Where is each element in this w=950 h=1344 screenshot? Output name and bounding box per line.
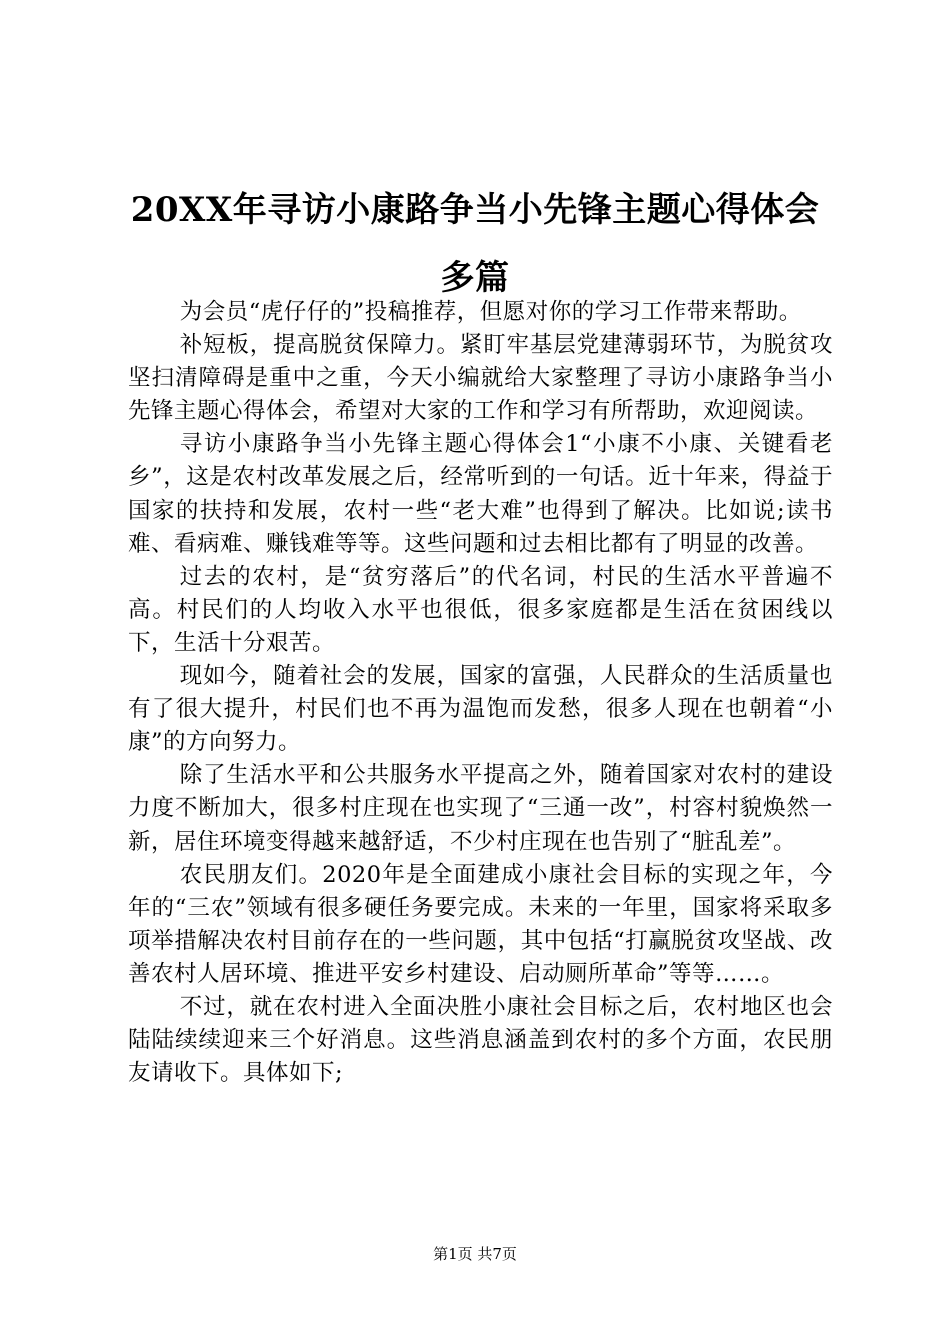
title-line-1: 20XX年寻访小康路争当小先锋主题心得体会	[130, 190, 820, 230]
paragraph: 除了生活水平和公共服务水平提高之外，随着国家对农村的建设力度不断加大，很多村庄现在也实现了“三通一改”，村容村貌焕然一新，居住环境变得越来越舒适，不少村庄现在也告别了“脏乱差”。	[128, 762, 833, 855]
document-body	[128, 296, 833, 1090]
document-title	[100, 176, 850, 312]
paragraph: 不过，就在农村进入全面决胜小康社会目标之后，农村地区也会陆陆续续迎来三个好消息。这些消息涵盖到农村的多个方面，农民朋友请收下。具体如下;	[128, 993, 833, 1087]
page-indicator: 第1页 共7页	[433, 1245, 517, 1263]
paragraph: 农民朋友们。2020年是全面建成小康社会目标的实现之年，今年的“三农”领域有很多硬任务要完成。未来的一年里，国家将采取多项举措解决农村目前存在的一些问题，其中包括“打赢脱贫攻坚战、改善农村人居环境、推进平安乡村建设、启动厕所革命”等等……。	[128, 861, 833, 987]
paragraph: 补短板，提高脱贫保障力。紧盯牢基层党建薄弱环节，为脱贫攻坚扫清障碍是重中之重，今天小编就给大家整理了寻访小康路争当小先锋主题心得体会，希望对大家的工作和学习有所帮助，欢迎阅读。	[128, 332, 833, 425]
paragraph: 为会员“虎仔仔的”投稿推荐，但愿对你的学习工作带来帮助。	[179, 299, 802, 325]
page-footer	[0, 1244, 950, 1264]
paragraph: 现如今，随着社会的发展，国家的富强，人民群众的生活质量也有了很大提升，村民们也不再为温饱而发愁，很多人现在也朝着“小康”的方向努力。	[128, 663, 833, 756]
title-line-2: 多篇	[440, 258, 510, 298]
paragraph: 寻访小康路争当小先锋主题心得体会1“小康不小康、关键看老乡”，这是农村改革发展之后，经常听到的一句话。近十年来，得益于国家的扶持和发展，农村一些“老大难”也得到了解决。比如说;读书难、看病难、赚钱难等等。这些问题和过去相比都有了明显的改善。	[128, 431, 833, 557]
paragraph: 过去的农村，是“贫穷落后”的代名词，村民的生活水平普遍不高。村民们的人均收入水平也很低，很多家庭都是生活在贫困线以下，生活十分艰苦。	[128, 563, 833, 656]
